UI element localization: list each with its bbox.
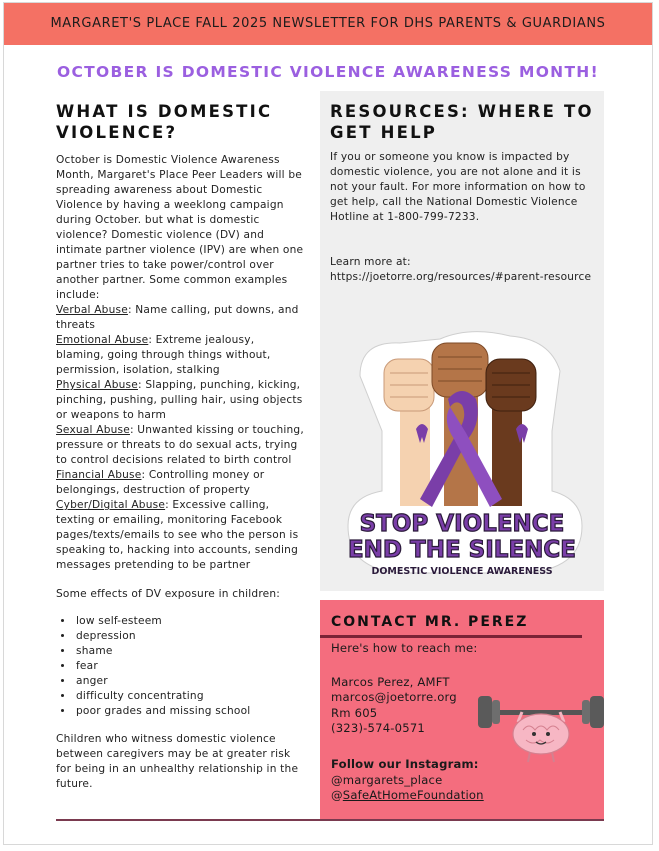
what-is-dv-section [56, 101, 304, 792]
instagram-label: Follow our Instagram: [331, 757, 479, 771]
abuse-term: Cyber/Digital Abuse [56, 499, 166, 511]
list-item: • poor grades and missing school [74, 704, 304, 719]
sticker-line-1: STOP VIOLENCE [359, 511, 565, 537]
list-item: • anger [74, 674, 304, 689]
abuse-desc: : Slapping, punching, kicking, pinching, pushing, pulling hair, using objects or weapons to harm [56, 379, 303, 421]
awareness-image-panel [320, 321, 604, 591]
contact-divider [320, 635, 582, 638]
resources-learn-more [330, 255, 592, 285]
abuse-desc: : Name calling, put downs, and threats [56, 304, 299, 331]
closing-paragraph: Children who witness domestic violence between caregivers may be at greater risk for being in an unhealthy relationship in the future. [56, 733, 299, 790]
instagram-handle-2 [331, 788, 484, 803]
contact-heading: CONTACT MR. PEREZ [331, 614, 529, 630]
stop-violence-sticker [320, 321, 604, 591]
effects-list [56, 614, 304, 719]
contact-intro: Here's how to reach me: [331, 641, 478, 655]
list-item: • shame [74, 644, 304, 659]
newsletter-title: MARGARET'S PLACE FALL 2025 NEWSLETTER FOR DHS PARENTS & GUARDIANS [50, 16, 606, 31]
awareness-month-title: OCTOBER IS DOMESTIC VIOLENCE AWARENESS MONTH! [57, 63, 599, 81]
list-item: • depression [74, 629, 304, 644]
brain-weightlifting-icon [478, 682, 604, 764]
bottom-divider [56, 819, 604, 821]
at-sign: @ [331, 788, 343, 802]
contact-phone: (323)-574-0571 [331, 721, 425, 735]
list-item: • difficulty concentrating [74, 689, 304, 704]
abuse-desc: : Extreme jealousy, blaming, going through things without, permission, isolation, stalking [56, 334, 271, 376]
what-is-dv-body [56, 153, 304, 573]
abuse-term: Financial Abuse [56, 469, 142, 481]
instagram-handle-1[interactable]: @margarets_place [331, 773, 443, 787]
abuse-term: Sexual Abuse [56, 424, 130, 436]
list-item: • fear [74, 659, 304, 674]
abuse-desc: : Unwanted kissing or touching, pressure or threats to do sexual acts, trying to control decisions related to birth control [56, 424, 304, 466]
newsletter-header [4, 3, 652, 45]
abuse-term: Verbal Abuse [56, 304, 128, 316]
learn-more-label: Learn more at: [330, 256, 411, 268]
abuse-term: Emotional Abuse [56, 334, 149, 346]
resources-heading: RESOURCES: WHERE TO GET HELP [330, 102, 594, 142]
what-is-dv-heading: WHAT IS DOMESTIC VIOLENCE? [56, 102, 273, 142]
what-is-dv-intro: October is Domestic Violence Awareness Month, Margaret's Place Peer Leaders will be spreading awareness about Domestic Violence by having a weeklong campaign during October. but what is domestic violence? Domestic violence (DV) and intimate partner violence (IPV) are when one partner tries to take power/control over another partner. Some common examples include: [56, 154, 304, 301]
resources-text: If you or someone you know is impacted by domestic violence, you are not alone and it is not your fault. For more information on how to get help, call the National Domestic Violence Hotline at 1-800-799-7233. [330, 151, 586, 223]
effects-intro: Some effects of DV exposure in children: [56, 588, 281, 600]
list-item: • low self-esteem [74, 614, 304, 629]
newsletter-page [3, 2, 653, 845]
contact-panel [320, 600, 604, 819]
instagram-link[interactable]: SafeAtHomeFoundation [342, 788, 484, 802]
resources-link[interactable]: https://joetorre.org/resources/#parent-resource [330, 271, 592, 283]
abuse-term: Physical Abuse [56, 379, 138, 391]
abuse-desc: : Excessive calling, texting or emailing, monitoring Facebook pages/texts/emails to see who the person is speaking to, hacking into accounts, sending messages pretending to be partner [56, 499, 299, 571]
contact-room: Rm 605 [331, 706, 378, 720]
sticker-line-3: DOMESTIC VIOLENCE AWARENESS [371, 566, 553, 577]
sticker-line-2: END THE SILENCE [347, 537, 577, 563]
resources-panel [320, 91, 604, 321]
contact-name: Marcos Perez, AMFT [331, 675, 450, 689]
contact-email[interactable]: marcos@joetorre.org [331, 690, 457, 704]
abuse-desc: : Controlling money or belongings, destruction of property [56, 469, 265, 496]
